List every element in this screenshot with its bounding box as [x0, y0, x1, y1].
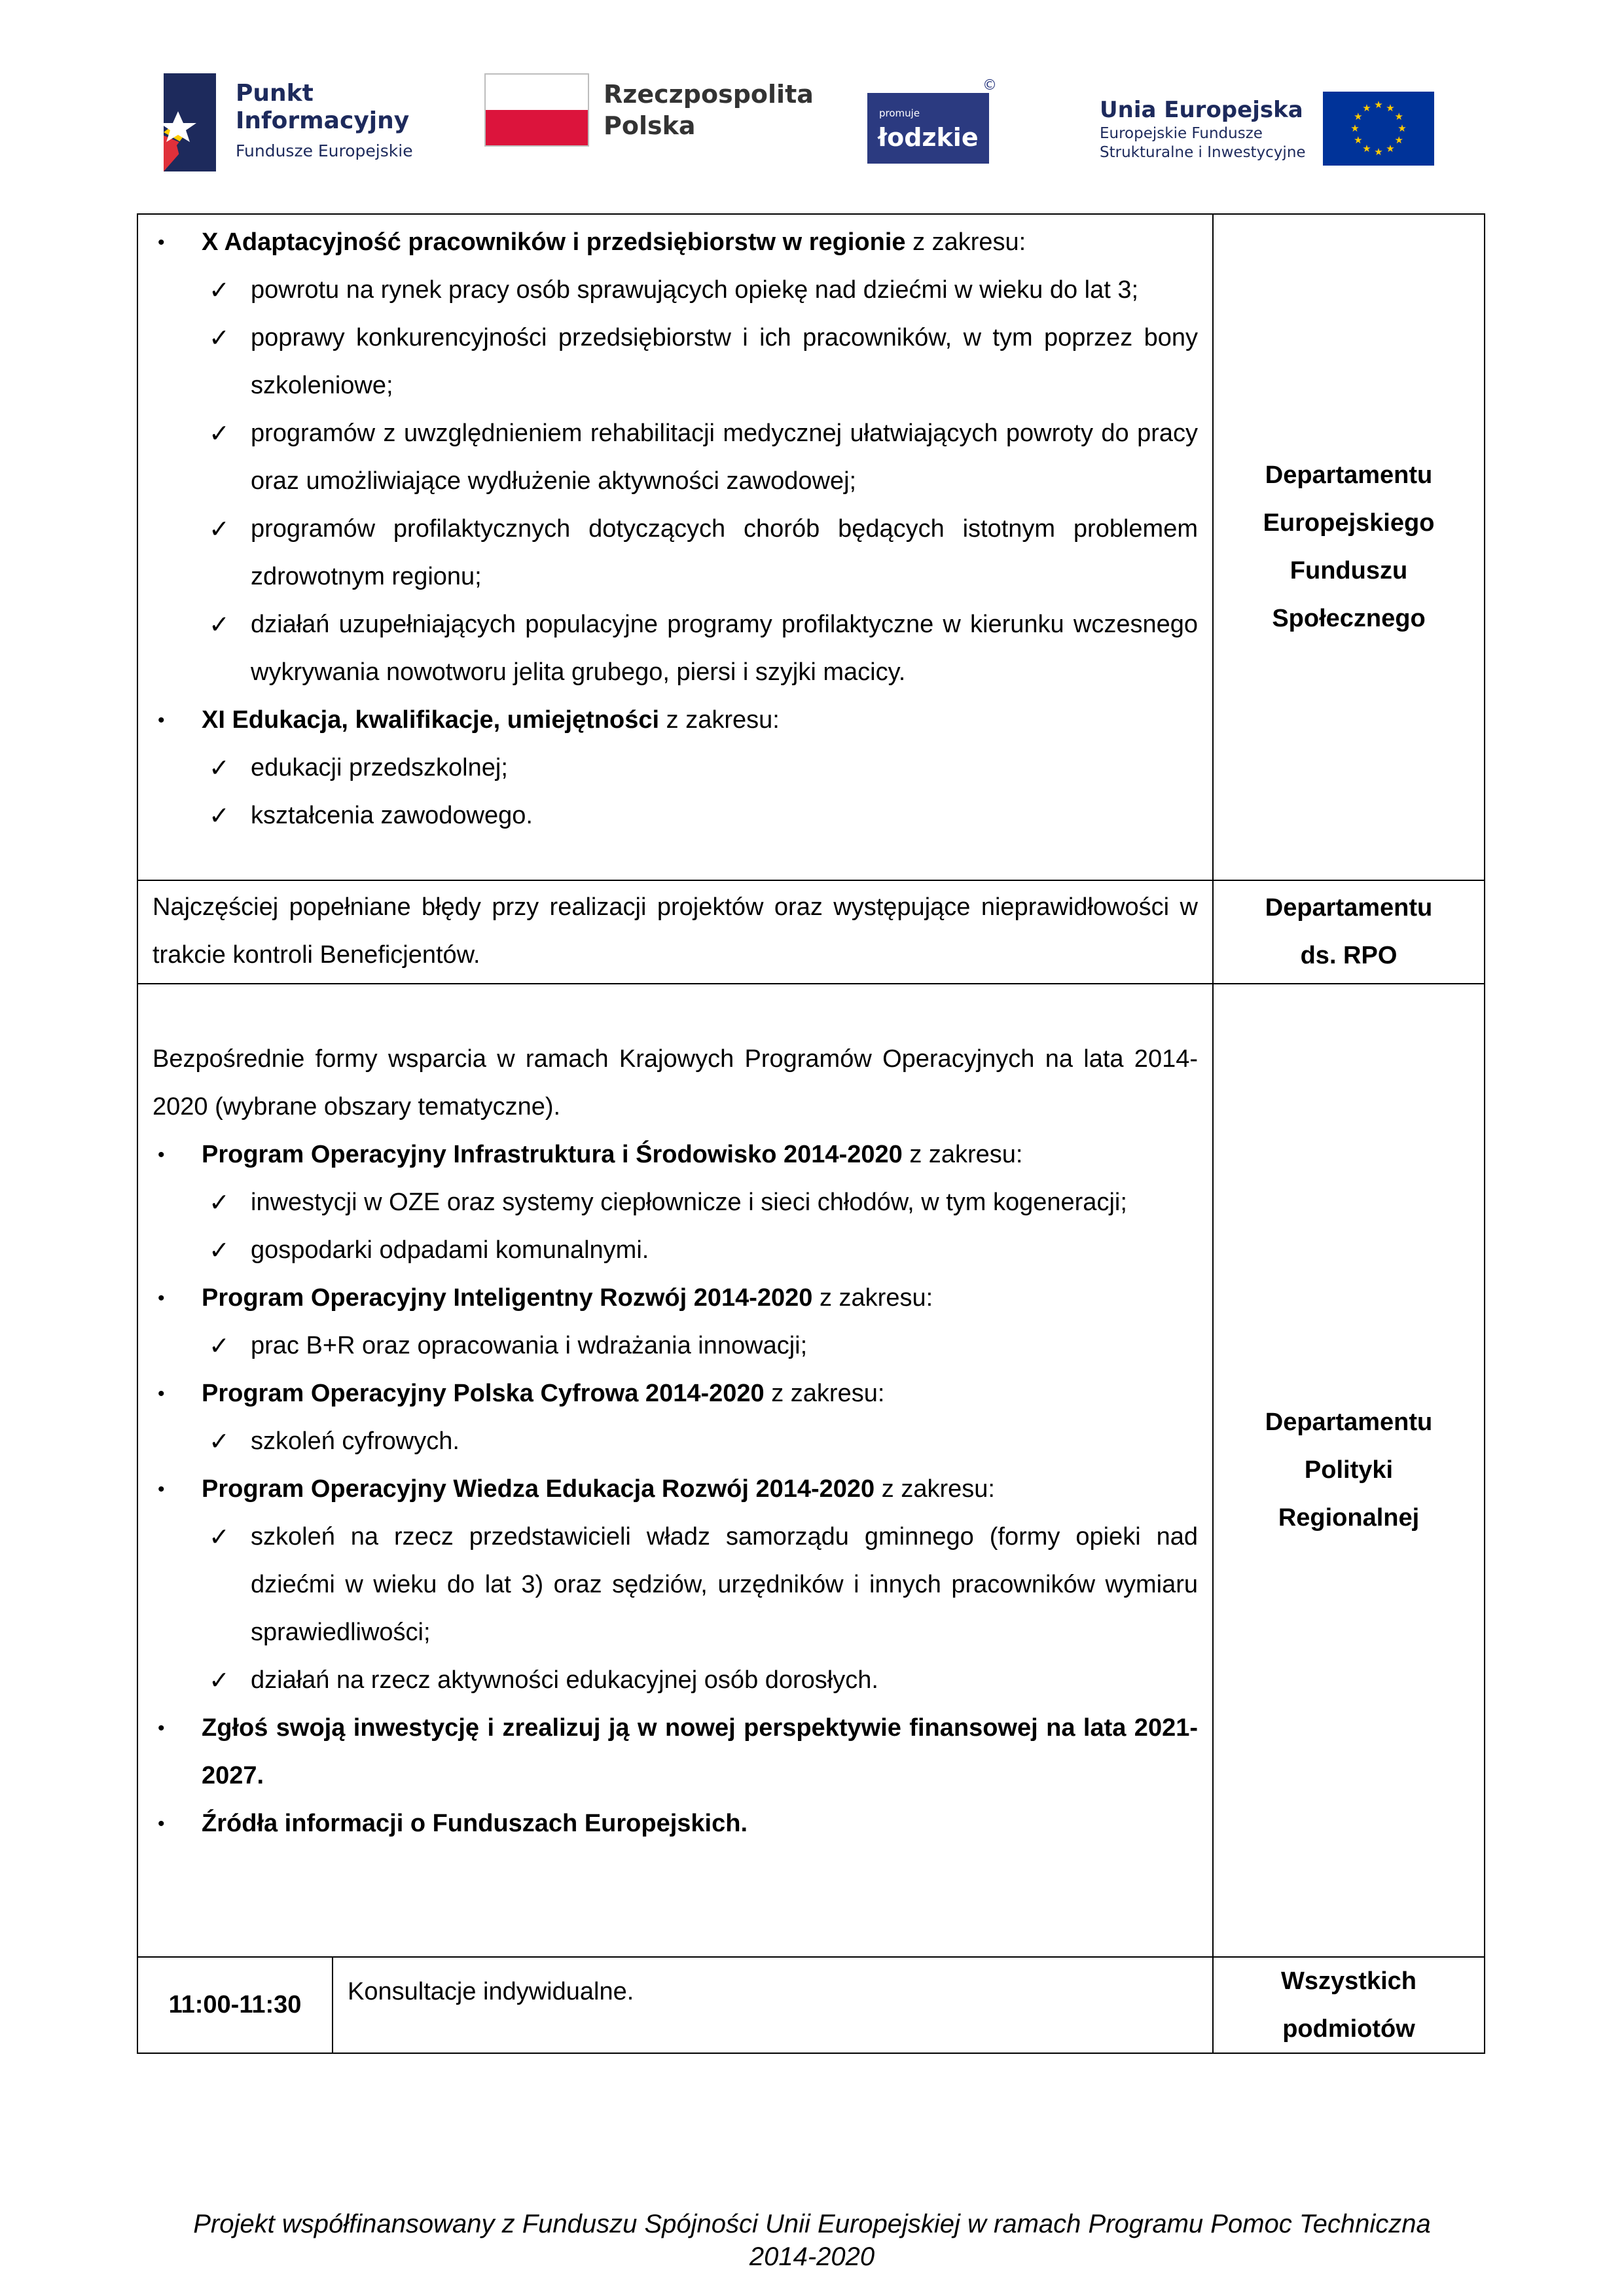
checkmark-icon: ✓: [209, 753, 230, 782]
check-text: programów profilaktycznych dotyczących chorób będących istotnym problemem zdrowotnym regionu;: [251, 515, 1198, 590]
lodzkie-logo: [867, 77, 997, 164]
copyright-icon: ©: [983, 77, 997, 94]
check-text: szkoleń cyfrowych.: [251, 1427, 460, 1455]
ue-line3: Strukturalne i Inwestycyjne: [1100, 143, 1306, 161]
lodz-small-text: promuje: [879, 107, 920, 119]
row-department: [1214, 984, 1484, 1956]
department-line: Funduszu: [1290, 557, 1408, 584]
bullet-rest-text: z zakresu:: [812, 1284, 933, 1312]
row-content: [138, 215, 1214, 880]
department-line: Departamentu: [1265, 894, 1433, 922]
bullet-bold-text: Program Operacyjny Infrastruktura i Środowisko 2014-2020: [202, 1141, 903, 1168]
check-item: [153, 1179, 1198, 1227]
bullet-bold-text: Zgłoś swoją inwestycję i zrealizuj ją w nowej perspektywie finansowej na lata 2021-2027.: [202, 1714, 1198, 1789]
check-item: [153, 1418, 1198, 1465]
bullet-rest-text: z zakresu:: [875, 1475, 995, 1503]
check-item: [153, 1227, 1198, 1274]
check-item: [153, 266, 1198, 314]
ue-line2: Europejskie Fundusze: [1100, 124, 1263, 142]
pi-line3: Fundusze Europejskie: [236, 141, 413, 160]
bullet-icon: •: [158, 1287, 165, 1309]
table-row: [137, 881, 1485, 984]
bullet-item: [153, 696, 1198, 744]
check-text: programów z uwzględnieniem rehabilitacji medycznej ułatwiających powroty do pracy oraz umożliwiające wydłużenie aktywności zawodowej;: [251, 420, 1198, 495]
table-row: [137, 1958, 1485, 2054]
check-text: edukacji przedszkolnej;: [251, 754, 508, 781]
bullet-icon: •: [158, 1813, 165, 1835]
bullet-icon: •: [158, 709, 165, 731]
rp-line2: Polska: [604, 111, 696, 140]
check-text: działań na rzecz aktywności edukacyjnej osób dorosłych.: [251, 1666, 878, 1694]
polish-flag-icon: [484, 73, 589, 147]
footer: [0, 2208, 1624, 2273]
department-line: Departamentu: [1265, 1408, 1433, 1436]
row-text: Konsultacje indywidualne.: [333, 1958, 1214, 2053]
bullet-rest-text: z zakresu:: [659, 706, 780, 734]
checkmark-icon: ✓: [209, 1188, 230, 1217]
check-text: powrotu na rynek pracy osób sprawujących opiekę nad dziećmi w wieku do lat 3;: [251, 276, 1139, 304]
check-text: gospodarki odpadami komunalnymi.: [251, 1236, 649, 1264]
checkmark-icon: ✓: [209, 1331, 230, 1360]
bullet-bold-text: Program Operacyjny Inteligentny Rozwój 2014-2020: [202, 1284, 813, 1312]
bullet-bold-text: X Adaptacyjność pracowników i przedsiębiorstw w regionie: [202, 228, 906, 256]
department-line: Polityki: [1304, 1456, 1394, 1484]
check-item: [153, 505, 1198, 601]
row-content: [138, 881, 1214, 983]
checkmark-icon: ✓: [209, 514, 230, 543]
eu-star-icon: ★: [1353, 111, 1363, 122]
bullet-item: [153, 1131, 1198, 1179]
checkmark-icon: ✓: [209, 610, 230, 639]
row-department: [1214, 1958, 1484, 2053]
department-line: ds. RPO: [1300, 942, 1398, 969]
department-line: Społecznego: [1272, 605, 1426, 632]
check-item: [153, 1322, 1198, 1370]
ue-line1: Unia Europejska: [1100, 96, 1303, 123]
bullet-item: [153, 1370, 1198, 1418]
bullet-icon: •: [158, 1144, 165, 1166]
bullet-rest-text: z zakresu:: [902, 1141, 1023, 1168]
rzeczpospolita-logo: [484, 73, 814, 147]
bullet-icon: •: [158, 1479, 165, 1500]
lodz-big-text: łodzkie: [878, 123, 979, 152]
table-row: [137, 213, 1485, 881]
check-text: inwestycji w OZE oraz systemy ciepłownicze i sieci chłodów, w tym kogeneracji;: [251, 1189, 1127, 1216]
bullet-bold-text: XI Edukacja, kwalifikacje, umiejętności: [202, 706, 660, 734]
department-line: Departamentu: [1265, 461, 1433, 489]
time-slot: 11:00-11:30: [138, 1958, 333, 2053]
eu-star-icon: ★: [1362, 143, 1371, 155]
bullet-bold-text: Program Operacyjny Wiedza Edukacja Rozwój 2014-2020: [202, 1475, 875, 1503]
department-line: Europejskiego: [1263, 509, 1435, 537]
eu-star-icon: ★: [1350, 123, 1360, 134]
footer-line2: 2014-2020: [749, 2242, 875, 2271]
checkmark-icon: ✓: [209, 1236, 230, 1265]
checkmark-icon: ✓: [209, 1427, 230, 1456]
bullet-item: [153, 219, 1198, 266]
punkt-informacyjny-logo: [157, 73, 413, 171]
header-logos: [157, 73, 1466, 178]
eu-star-icon: ★: [1353, 135, 1363, 146]
bullet-icon: •: [158, 1383, 165, 1405]
row-intro: Bezpośrednie formy wsparcia w ramach Krajowych Programów Operacyjnych na lata 2014-2020 (wybrane obszary tematyczne).: [153, 1045, 1198, 1121]
fe-star-icon: [157, 73, 229, 171]
check-text: poprawy konkurencyjności przedsiębiorstw i ich pracowników, w tym poprzez bony szkoleniowe;: [251, 324, 1198, 399]
lodzkie-badge: [867, 77, 997, 164]
checkmark-icon: ✓: [209, 801, 230, 830]
bullet-item: [153, 1465, 1198, 1513]
checkmark-icon: ✓: [209, 419, 230, 448]
eu-star-icon: ★: [1362, 102, 1371, 114]
eu-star-icon: ★: [1385, 102, 1395, 114]
eu-flag-icon: [1323, 92, 1434, 166]
pi-line1: Punkt: [236, 80, 314, 107]
row-text: Najczęściej popełniane błędy przy realizacji projektów oraz występujące nieprawidłowości w trakcie kontroli Beneficjentów.: [153, 893, 1198, 969]
pi-line2: Informacyjny: [236, 107, 410, 134]
bullet-bold-text: Program Operacyjny Polska Cyfrowa 2014-2020: [202, 1380, 765, 1407]
check-item: [153, 1513, 1198, 1657]
checkmark-icon: ✓: [209, 1522, 230, 1551]
bullet-icon: •: [158, 1717, 165, 1739]
check-text: prac B+R oraz opracowania i wdrażania innowacji;: [251, 1332, 808, 1359]
eu-star-icon: ★: [1397, 123, 1407, 134]
unia-europejska-logo: [1100, 92, 1434, 166]
checkmark-icon: ✓: [209, 323, 230, 352]
eu-star-icon: ★: [1373, 99, 1383, 111]
row-department: [1214, 215, 1484, 880]
bullet-icon: •: [158, 232, 165, 253]
eu-star-icon: ★: [1394, 135, 1403, 146]
check-text: działań uzupełniających populacyjne programy profilaktyczne w kierunku wczesnego wykrywania nowotworu jelita grubego, piersi i szyjki macicy.: [251, 611, 1198, 686]
checkmark-icon: ✓: [209, 1666, 230, 1695]
check-item: [153, 410, 1198, 505]
check-text: kształcenia zawodowego.: [251, 802, 533, 829]
footer-line1: Projekt współfinansowany z Funduszu Spójności Unii Europejskiej w ramach Programu Pomoc Techniczna: [193, 2210, 1431, 2238]
eu-star-icon: ★: [1373, 147, 1383, 158]
check-item: [153, 744, 1198, 792]
check-item: [153, 1657, 1198, 1704]
bullet-item: [153, 1800, 1198, 1848]
rp-line1: Rzeczpospolita: [604, 80, 814, 109]
bullet-item: [153, 1274, 1198, 1322]
check-item: [153, 792, 1198, 840]
checkmark-icon: ✓: [209, 276, 230, 304]
table-row: [137, 984, 1485, 1958]
eu-star-icon: ★: [1394, 111, 1403, 122]
row-department: [1214, 881, 1484, 983]
department-line: podmiotów: [1282, 2015, 1415, 2043]
row-content: [138, 984, 1214, 1956]
eu-star-icon: ★: [1385, 143, 1395, 155]
department-line: Wszystkich: [1281, 1967, 1416, 1995]
check-item: [153, 601, 1198, 696]
bullet-rest-text: z zakresu:: [905, 228, 1026, 256]
department-line: Regionalnej: [1278, 1504, 1420, 1532]
bullet-rest-text: z zakresu:: [764, 1380, 885, 1407]
bullet-item: [153, 1704, 1198, 1800]
check-item: [153, 314, 1198, 410]
check-text: szkoleń na rzecz przedstawicieli władz samorządu gminnego (formy opieki nad dziećmi w wieku do lat 3) oraz sędziów, urzędników i innych pracowników wymiaru sprawiedliwości;: [251, 1523, 1198, 1646]
bullet-bold-text: Źródła informacji o Funduszach Europejskich.: [202, 1810, 748, 1837]
agenda-table: [137, 213, 1485, 2054]
